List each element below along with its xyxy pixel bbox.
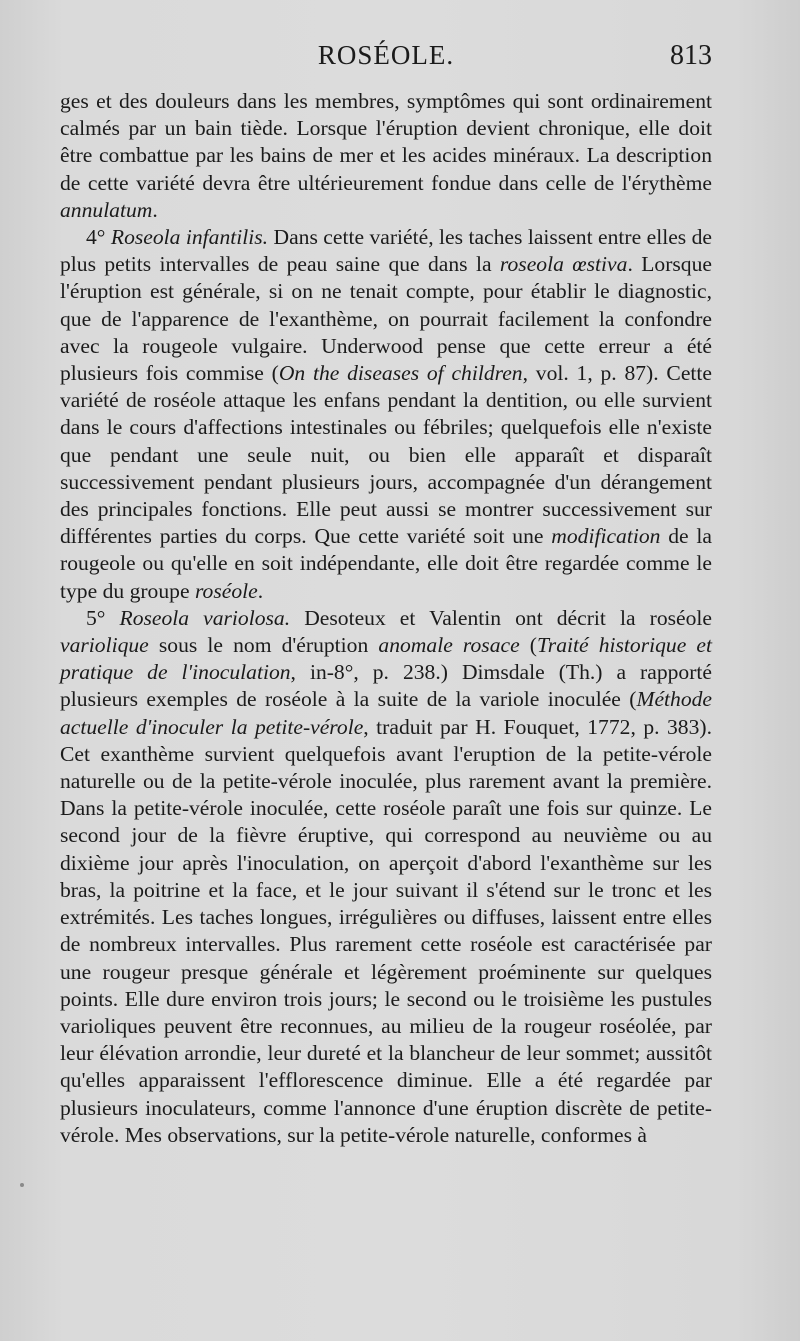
margin-speck (20, 1183, 24, 1187)
paragraph-roseola-variolosa (60, 605, 712, 1149)
text-run: . (257, 578, 264, 603)
text-run: Desoteux et Valentin ont décrit la roséole (290, 605, 712, 630)
italic-term: modification (551, 524, 661, 549)
paragraph-continuation (60, 88, 712, 224)
page-header (60, 40, 712, 80)
page-number: 813 (670, 40, 712, 71)
text-run: . (152, 197, 158, 222)
text-run: , vol. 1, p. 87). Cette variété de roséole attaque les enfans pendant la dentition, ou elle survient dans le cours d'affections intestinales ou fébriles; quelquefois elle n'existe que pendant une seule nuit, ou bien elle apparaît et disparaît successivement pendant plusieurs jours, accompagnée d'un dérangement des principales fonctions. Elle peut aussi se montrer successivement sur différentes parties du corps. Que cette variété soit une (60, 361, 712, 549)
italic-term: variolique (60, 633, 149, 658)
italic-term: roseola œstiva (499, 252, 628, 277)
text-run: . Lorsque l'éruption est générale, si on ne tenait compte, pour établir le diagnostic, que de l'apparence de l'exanthème, on pourrait facilement la confondre avec la rougeole vulgaire. Underwood pense que cette erreur a été plusieurs fois commise ( (60, 252, 712, 386)
text-run: ( (519, 633, 537, 658)
text-run: de la rougeole ou qu'elle en soit indépendante, elle doit être regardée comme le type du groupe (60, 524, 712, 603)
italic-citation: On the diseases of children (278, 361, 523, 386)
text-run: , traduit par H. Fouquet, 1772, p. 383). Cet exanthème survient quelquefois avant l'eruption de la petite-vérole naturelle ou de la petite-vérole inoculée, plus rarement avant la première. Dans la petite-vérole inoculée, cette roséole paraît une fois sur quinze. Le second jour de la fièvre éruptive, qui correspond au neuvième ou au dixième jour après l'inoculation, on aperçoit d'abord l'exanthème sur les bras, la poitrine et la face, et le jour suivant il s'étend sur le tronc et les extrémités. Les taches longues, irrégulières ou diffuses, laissent entre elles de nombreux intervalles. Plus rarement cette roséole est caractérisée par une rougeur presque générale et légèrement proéminente sur quelques points. Elle dure environ trois jours; le second ou le troisième les pustules varioliques peuvent être reconnues, au milieu de la rougeur roséolée, par leur élévation arrondie, leur dureté et la blancheur de leur sommet; aussitôt qu'elles apparaissent l'efflorescence diminue. Elle a été regardée par plusieurs inoculateurs, comme l'annonce d'une éruption discrète de petite-vérole. Mes observations, sur la petite-vérole naturelle, conformes à (60, 714, 712, 1147)
text-run: Dans cette variété, les taches laissent entre elles de plus petits intervalles de peau saine que dans la (60, 225, 712, 277)
text-run: , in-8°, p. 238.) Dimsdale (Th.) a rapporté plusieurs exemples de roséole à la suite de la variole inoculée ( (60, 660, 712, 712)
italic-citation: Méthode actuelle d'inoculer la petite-vérole (60, 687, 712, 739)
italic-term: roséole (194, 578, 258, 603)
section-title: Roseola variolosa. (119, 605, 291, 630)
italic-term: annulatum (60, 197, 153, 222)
section-number: 4° (86, 225, 106, 250)
italic-citation: Traité historique et pratique de l'inoculation (60, 633, 712, 685)
text-run: ges et des douleurs dans les membres, symptômes qui sont ordinairement calmés par un bain tiède. Lorsque l'éruption devient chronique, elle doit être combattue par les bains de mer et les acides minéraux. La description de cette variété devra être ultérieurement fondue dans celle de l'érythème (60, 89, 712, 195)
section-number: 5° (86, 605, 106, 630)
italic-term: anomale rosace (378, 633, 520, 658)
section-title: Roseola infantilis. (110, 225, 269, 250)
paragraph-roseola-infantilis (60, 224, 712, 605)
text-run: sous le nom d'éruption (148, 633, 379, 658)
running-title: ROSÉOLE. (317, 40, 455, 70)
body-text (60, 88, 712, 1149)
